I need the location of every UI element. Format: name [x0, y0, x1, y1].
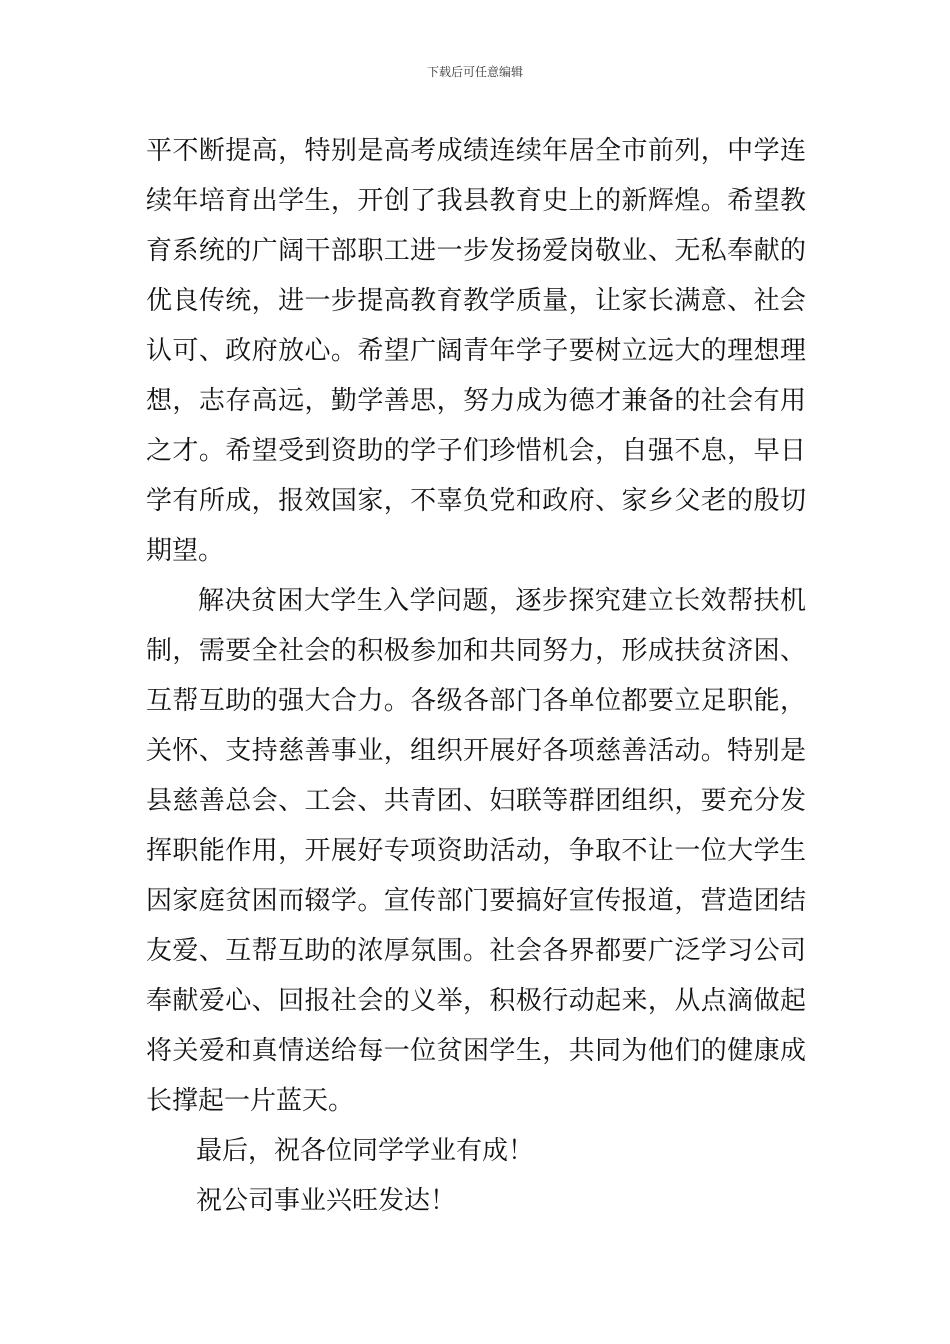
paragraph-1 — [146, 126, 806, 576]
paragraph-line: 想，志存高远，勤学善思，努力成为德才兼备的社会有用 — [146, 386, 806, 416]
document-body — [146, 126, 806, 1226]
paragraph-line: 学有所成，报效国家，不辜负党和政府、家乡父老的殷切 — [146, 486, 806, 516]
paragraph-line: 育系统的广阔干部职工进一步发扬爱岗敬业、无私奉献的 — [146, 236, 806, 266]
paragraph-line: 友爱、互帮互助的浓厚氛围。社会各界都要广泛学习公司 — [146, 936, 806, 966]
paragraph-line: 关怀、支持慈善事业，组织开展好各项慈善活动。特别是 — [146, 736, 806, 766]
paragraph-line: 挥职能作用，开展好专项资助活动，争取不让一位大学生 — [146, 836, 806, 866]
paragraph-line: 续年培育出学生，开创了我县教育史上的新辉煌。希望教 — [146, 186, 806, 216]
paragraph-2 — [146, 576, 806, 1126]
paragraph-line: 县慈善总会、工会、共青团、妇联等群团组织，要充分发 — [146, 786, 806, 816]
closing-wish-company — [146, 1176, 806, 1226]
paragraph-line: 因家庭贫困而辍学。宣传部门要搞好宣传报道，营造团结 — [146, 886, 806, 916]
paragraph-line: 平不断提高，特别是高考成绩连续年居全市前列，中学连 — [146, 136, 806, 166]
paragraph-line: 解决贫困大学生入学问题，逐步探究建立长效帮扶机 — [198, 586, 806, 616]
paragraph-line: 期望。 — [146, 536, 225, 566]
closing-wish-students — [146, 1126, 806, 1176]
paragraph-line: 制，需要全社会的积极参加和共同努力，形成扶贫济困、 — [146, 636, 806, 666]
paragraph-line: 长撑起一片蓝天。 — [146, 1086, 355, 1116]
paragraph-line: 最后，祝各位同学学业有成！ — [196, 1136, 535, 1166]
paragraph-line: 之才。希望受到资助的学子们珍惜机会，自强不息，早日 — [146, 436, 806, 466]
page-header: 下载后可任意编辑 — [426, 65, 523, 79]
paragraph-line: 将关爱和真情送给每一位贫困学生，共同为他们的健康成 — [146, 1036, 806, 1066]
paragraph-line: 优良传统，进一步提高教育教学质量，让家长满意、社会 — [146, 286, 806, 316]
paragraph-line: 奉献爱心、回报社会的义举，积极行动起来，从点滴做起 — [146, 986, 806, 1016]
paragraph-line: 互帮互助的强大合力。各级各部门各单位都要立足职能， — [146, 686, 806, 716]
paragraph-line: 认可、政府放心。希望广阔青年学子要树立远大的理想理 — [146, 336, 806, 366]
paragraph-line: 祝公司事业兴旺发达！ — [196, 1186, 457, 1216]
